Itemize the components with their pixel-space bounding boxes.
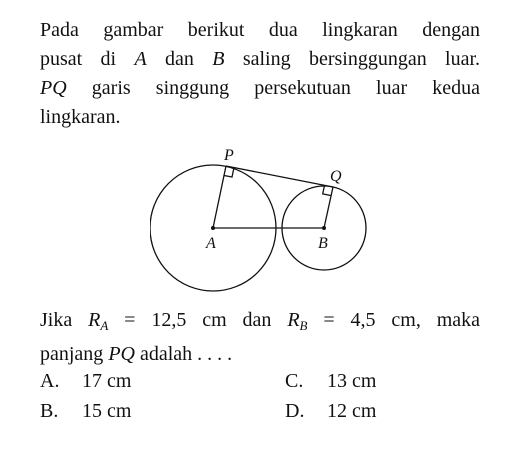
label-a: A [206,235,216,252]
question-line-1: Jika $R_A = 12,5$ cm dan $R_B = 4,5$ cm, maka [40,309,481,333]
option-c[interactable]: C. 13 cm [285,370,377,392]
option-d[interactable]: D. 12 cm [285,400,377,422]
tangent-pq [226,166,333,187]
center-b [322,226,326,230]
radius-bq [324,187,333,228]
label-b: B [318,235,328,252]
intro-line-1: Pada gambar berikut dua lingkaran dengan [40,19,480,41]
question-text [40,306,480,369]
question-intro [40,16,480,132]
center-a [211,226,215,230]
option-a[interactable]: A. 17 cm [40,370,132,392]
question-line-2: panjang PQ adalah . . . . [40,343,233,365]
label-q: Q [330,168,342,185]
intro-line-3: PQ garis singgung persekutuan luar kedua [40,77,480,99]
label-p: P [224,147,234,164]
intro-line-4: lingkaran. [40,106,121,128]
option-b[interactable]: B. 15 cm [40,400,132,422]
tangent-circles-figure [150,140,390,300]
intro-line-2: pusat di A dan B saling bersinggungan luar. [40,48,481,70]
